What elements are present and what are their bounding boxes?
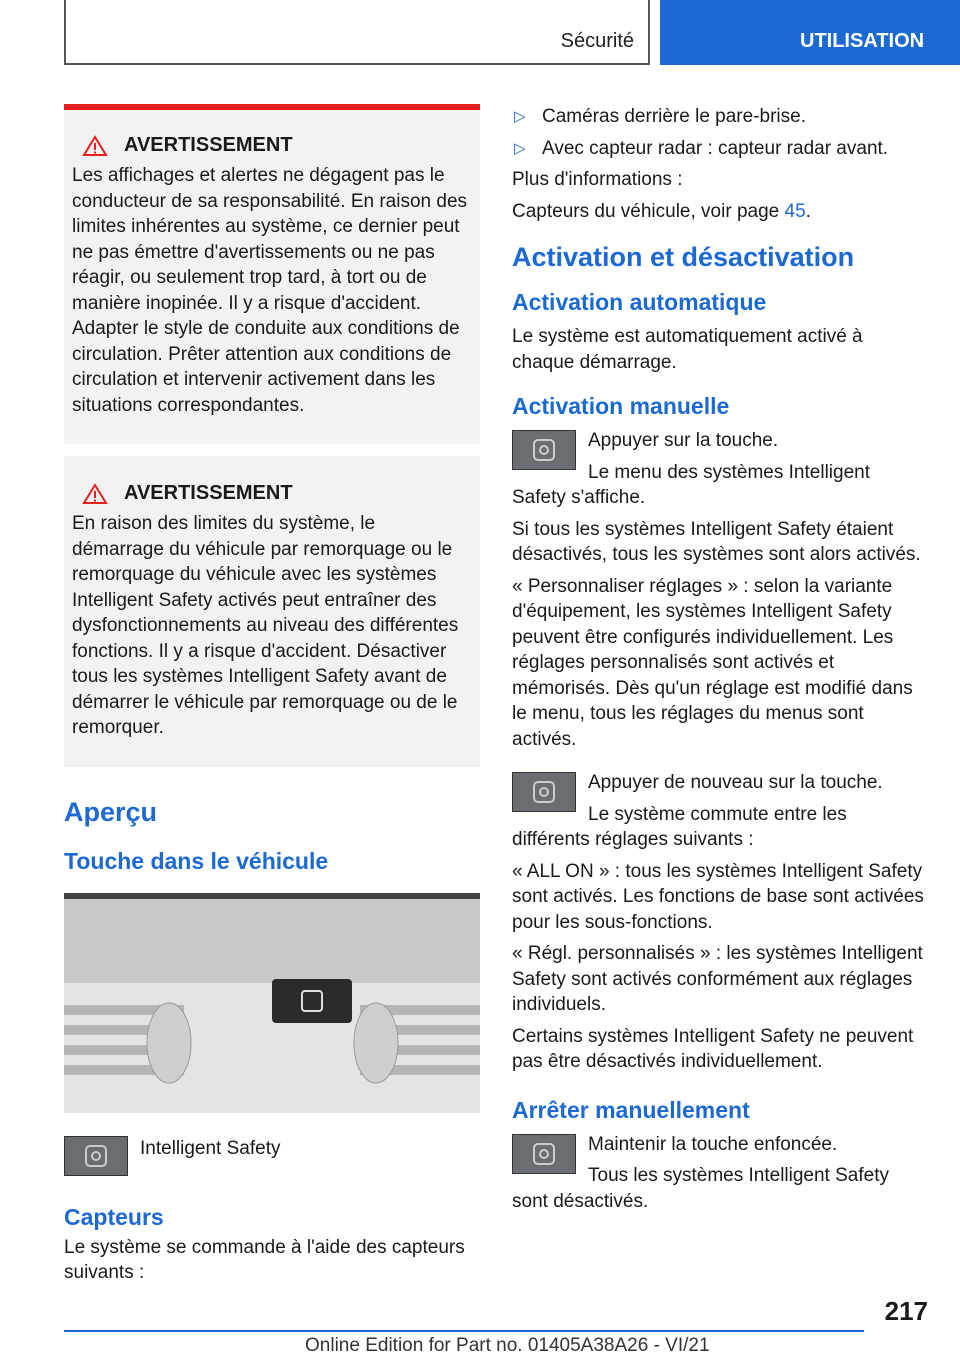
auto-activation-heading: Activation automatique <box>512 289 767 315</box>
all-activated-text: Si tous les systèmes Intelligent Safety étaient désactivés, tous les systèmes sont alors activés. <box>512 518 921 565</box>
auto-activation-text: Le système est automatiquement activé à chaque démarrage. <box>512 326 863 373</box>
footer-divider <box>64 1330 864 1332</box>
stop-manual-heading: Arrêter manuellement <box>512 1096 750 1123</box>
hold-text: Maintenir la touche enfoncée. <box>588 1133 838 1155</box>
custom-settings-text: « Régl. personnalisés » : les systèmes Intelligent Safety sont activés conformément aux réglages individuels. <box>512 943 923 1015</box>
list-item: ▷ Avec capteur radar : capteur radar avant. <box>514 137 889 159</box>
edition-text: Online Edition for Part no. 01405A38A26 - VI/21 <box>305 1335 710 1356</box>
header-frame <box>64 0 650 65</box>
warning-text: En raison des limites du système, le démarrage du véhicule par remorquage ou le remorquage du véhicule avec les systèmes Intelligent Safety activés peut entraîner des dysfonctionnements au niveau des différentes fonctions. Il y a risque d'accident. Désactiver tous les systèmes Intelligent Safety avant de démarrer le véhicule par remorquage ou de le remorquer. <box>72 513 459 738</box>
warning-box-1 <box>64 104 480 444</box>
cross-reference: Capteurs du véhicule, voir page 45. <box>512 200 811 222</box>
intelligent-safety-button-icon <box>64 1136 128 1176</box>
press-text: Appuyer sur la touche. <box>588 430 779 451</box>
sensor-list <box>512 104 928 161</box>
warning-triangle-icon <box>82 135 108 157</box>
chapter-tab[interactable] <box>660 0 960 65</box>
all-off-text: Tous les systèmes Intelligent Safety sont désactivés. <box>512 1165 889 1212</box>
overview-heading: Aperçu <box>64 796 158 827</box>
warning-title: AVERTISSEMENT <box>124 482 293 504</box>
cannot-deactivate-text: Certains systèmes Intelligent Safety ne peuvent pas être désactivés individuellement. <box>512 1025 914 1072</box>
manual-activation-heading: Activation manuelle <box>512 393 730 419</box>
warning-triangle-icon <box>82 483 108 505</box>
warning-title: AVERTISSEMENT <box>124 134 293 156</box>
personalize-text: « Personnaliser réglages » : selon la variante d'équipement, les systèmes Intelligent Safety peuvent être configurés individuellement. Les réglages personnalisés sont activés et mémorisés. Dès qu'un réglage est modifié dans le menu, tous les réglages du menus sont activés. <box>512 575 913 750</box>
list-item: ▷ Caméras derrière le pare-brise. <box>514 106 806 127</box>
intelligent-safety-button-icon <box>512 772 576 812</box>
page-number: 217 <box>884 1296 928 1326</box>
right-column <box>512 104 928 1220</box>
key-label: Intelligent Safety <box>140 1137 281 1159</box>
menu-text: Le menu des systèmes Intelligent Safety s'affiche. <box>512 461 870 508</box>
intelligent-safety-button-icon <box>512 430 576 470</box>
more-info-text: Plus d'informations : <box>512 169 683 190</box>
switch-text: Le système commute entre les différents réglages suivants : <box>512 803 847 850</box>
left-column <box>64 104 480 1292</box>
sensors-text: Le système se commande à l'aide des capteurs suivants : <box>64 1236 465 1283</box>
chapter-tab-label: UTILISATION <box>800 30 925 52</box>
vehicle-button-photo <box>64 893 480 1113</box>
intelligent-safety-button-icon <box>512 1134 576 1174</box>
button-heading: Touche dans le véhicule <box>64 847 329 874</box>
warning-text: Les affichages et alertes ne dégagent pas le conducteur de sa responsabilité. En raison des limites inhérentes au système, ce dernier peut ne pas émettre d'avertissements ou ne pas réagir, ou seulement trop tard, à tort ou de manière inopinée. Il y a risque d'accident. Adapter le style de conduite aux conditions de circulation. Prêter attention aux conditions de circulation et intervenir activement dans les situations correspondantes. <box>72 165 468 416</box>
activation-heading: Activation et désactivation <box>512 242 855 272</box>
press-again-text: Appuyer de nouveau sur la touche. <box>588 772 883 793</box>
page-link[interactable]: 45 <box>784 200 806 222</box>
key-legend-row <box>64 1136 480 1176</box>
sensors-heading: Capteurs <box>64 1203 164 1230</box>
all-on-text: « ALL ON » : tous les systèmes Intelligent Safety sont activés. Les fonctions de base sont activées pour les sous-fonctions. <box>512 860 924 933</box>
warning-box-2 <box>64 456 480 767</box>
section-title: Sécurité <box>560 30 634 52</box>
